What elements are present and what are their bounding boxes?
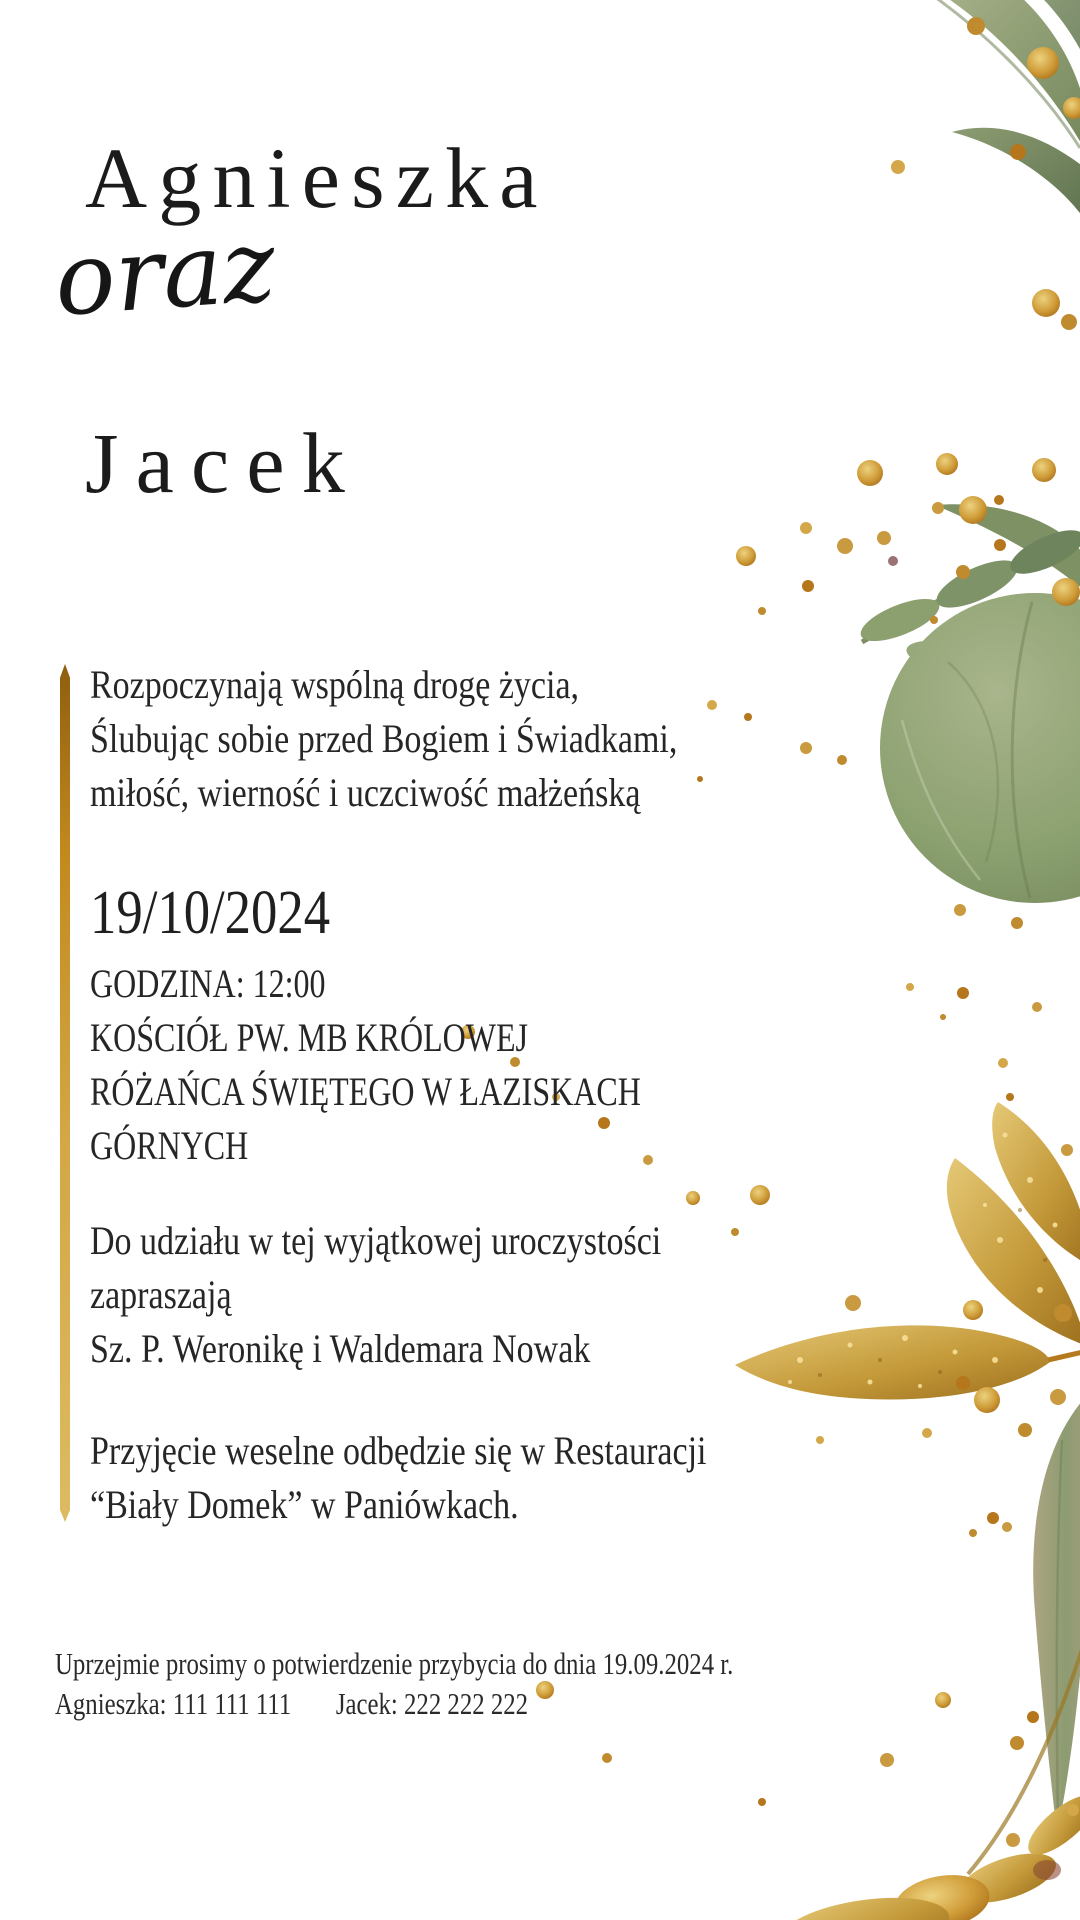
invite-line-2: zapraszają	[90, 1272, 232, 1317]
connector-script-oraz: oraz	[50, 206, 279, 339]
gold-branch-bottom-right	[777, 1640, 1080, 1920]
intro-line-1: Rozpoczynają wspólną drogę życia,	[90, 662, 580, 707]
invite-paragraph	[90, 1214, 661, 1376]
gold-splatter	[461, 17, 1080, 1847]
intro-line-2: Ślubując sobie przed Bogiem i Świadkami,	[90, 716, 678, 761]
rsvp-request: Uprzejmie prosimy o potwierdzenie przybycia do dnia 19.09.2024 r.	[55, 1646, 734, 1681]
rsvp-contact-bride: Agnieszka: 111 111 111	[55, 1686, 292, 1721]
round-leaf	[880, 593, 1080, 903]
rsvp-contacts	[55, 1684, 733, 1724]
rsvp-block	[55, 1644, 733, 1724]
reception-paragraph	[90, 1424, 706, 1532]
hanging-leaf-bottom-right	[1033, 1390, 1080, 1834]
gold-leaves-mid-right	[735, 1102, 1080, 1400]
ceremony-time: GODZINA: 12:00	[90, 961, 326, 1006]
rsvp-contact-groom: Jacek: 222 222 222	[335, 1686, 529, 1721]
groom-name: Jacek	[85, 415, 362, 511]
gold-accent-line	[60, 664, 70, 1522]
reception-line-1: Przyjęcie weselne odbędzie się w Restauracji	[90, 1428, 707, 1473]
intro-line-3: miłość, wierność i uczciwość małżeńską	[90, 770, 641, 815]
invite-line-1: Do udziału w tej wyjątkowej uroczystości	[90, 1218, 662, 1263]
invite-line-3: Sz. P. Weronikę i Waldemara Nowak	[90, 1326, 591, 1371]
ceremony-details	[90, 957, 641, 1173]
intro-paragraph	[90, 658, 677, 820]
bride-name: Agnieszka	[85, 130, 549, 226]
church-line-1: KOŚCIÓŁ PW. MB KRÓLOWEJ	[90, 1015, 528, 1060]
church-line-3: GÓRNYCH	[90, 1123, 249, 1168]
church-line-2: RÓŻAŃCA ŚWIĘTEGO W ŁAZISKACH	[90, 1069, 641, 1114]
wedding-date: 19/10/2024	[90, 879, 331, 947]
reception-line-2: “Biały Domek” w Paniówkach.	[90, 1482, 519, 1527]
